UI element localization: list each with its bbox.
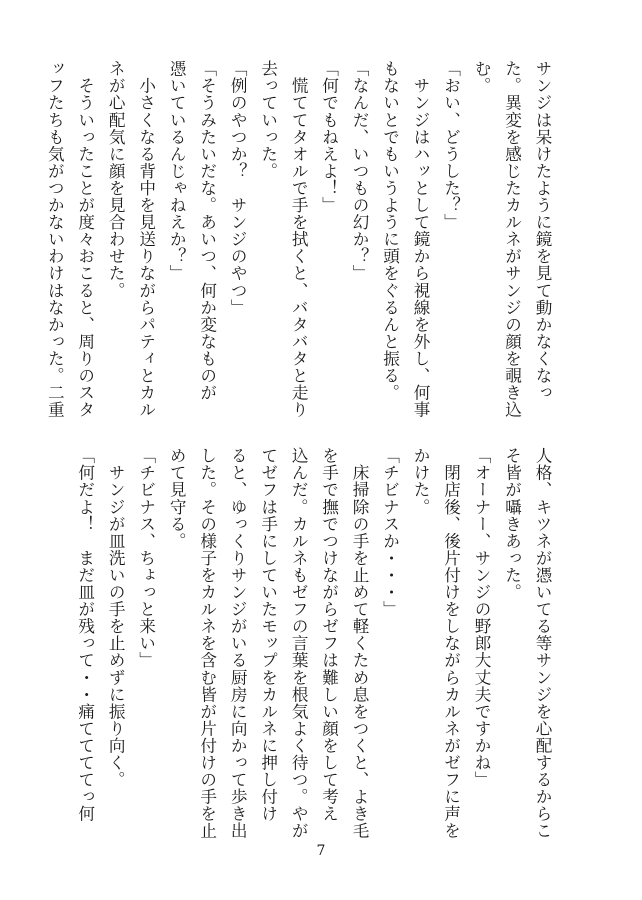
text-line: 床掃除の手を止めて軽くため息をつくと、よき毛 [350,447,370,840]
text-line: 「チビナス、ちょっと来い」 [136,447,156,669]
text-line: 「チビナスか・・・」 [380,447,400,618]
text-line: 慌ててタオルで手を拭くと、バタバタと走り [289,60,309,419]
page-number: 7 [316,843,326,859]
text-line: 「オーナー、サンジの野郎大丈夫ですかね」 [472,447,492,788]
text-line: サンジが皿洗いの手を止めずに振り向く。 [106,447,126,788]
text-line: サンジは呆けたように鏡を見て動かなくなっ [533,60,552,401]
top-text-column [32,60,552,419]
text-line: 「例のやつか？ サンジのやつ」 [228,60,248,316]
text-line: ネが心配気に顔を見合わせた。 [106,60,126,299]
text-line: 人格、キツネが憑いてる等サンジを心配するからこ [533,447,552,840]
text-line: ッフたちも気がつかないわけはなかった。二重 [45,60,65,419]
text-line: を手で撫でつけながらゼフは難しい顔をして考え [319,447,339,823]
text-line: 去っていった。 [258,60,278,180]
text-line: サンジはハッとして鏡から視線を外し、何事 [411,60,431,419]
text-line: 「何でもねえよ！」 [319,60,339,214]
text-line: 閉店後、後片付けをしながらカルネがゼフに声を [441,447,461,840]
text-line: もないとでもいうように頭をぐるんと振る。 [380,60,400,401]
text-line: た。異変を感じたカルネがサンジの顔を覗き込 [502,60,522,419]
text-line: 憑いているんじゃねえか？」 [167,60,187,282]
text-line: 込んだ。カルネもゼフの言葉を根気よく待つ。やが [289,447,309,840]
text-line: そういったことが度々おこると、周りのスタ [75,60,95,419]
text-line: ると、ゆっくりサンジがいる厨房に向かって歩き出 [228,447,248,840]
text-line: てゼフは手にしていたモップをカルネに押し付け [258,447,278,823]
text-line: した。その様子をカルネを含む皆が片付けの手を止 [197,447,217,840]
bottom-text-column [62,447,552,840]
text-line: 「そうみたいだな。あいつ、何か変なものが [197,60,217,401]
text-line: めて見守る。 [167,447,187,550]
text-line: 「何だよ！ まだ皿が残って・・痛ててててっ何 [75,447,95,823]
text-line: 小さくなる背中を見送りながらパティとカル [136,60,156,419]
text-line: む。 [472,60,492,95]
text-line: 「おい、どうした？」 [441,60,461,231]
text-line: かけた。 [411,447,431,516]
text-line: そ皆が囁きあった。 [502,447,522,601]
text-line: 「なんだ、いつもの幻か？」 [350,60,370,282]
